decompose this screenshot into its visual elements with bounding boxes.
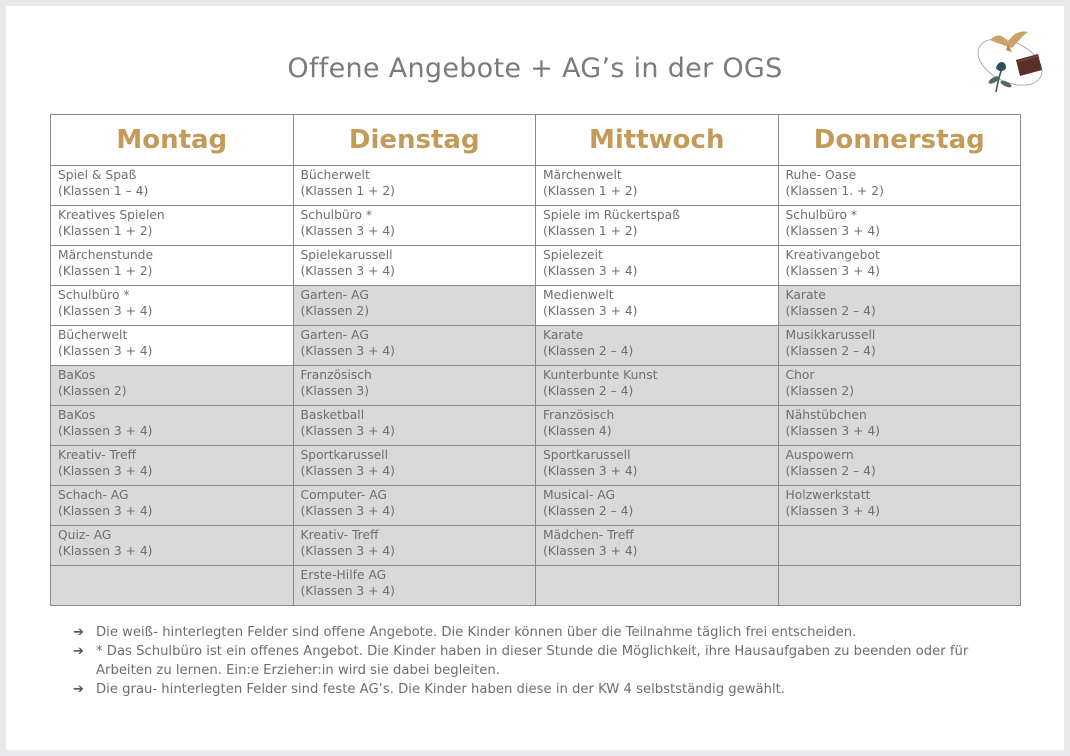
- activity-name: Märchenstunde: [58, 248, 154, 262]
- activity-classes: (Klassen 1. + 2): [785, 184, 884, 198]
- table-row: [51, 246, 1021, 286]
- activity-classes: (Klassen 2): [300, 304, 370, 318]
- activity-cell: [293, 446, 536, 486]
- activity-name: Kunterbunte Kunst: [543, 368, 658, 382]
- day-header-donnerstag: Donnerstag: [778, 115, 1021, 166]
- activity-cell: [51, 566, 294, 606]
- table-row: [51, 326, 1021, 366]
- note-item: [73, 680, 973, 699]
- activity-cell: [293, 286, 536, 326]
- activity-name: Spielekarussell: [300, 248, 393, 262]
- activity-classes: (Klassen 3 + 4): [543, 304, 638, 318]
- activity-classes: (Klassen 2 – 4): [785, 344, 876, 358]
- activity-name: Karate: [543, 328, 584, 342]
- table-row: [51, 446, 1021, 486]
- activity-cell: [778, 246, 1021, 286]
- table-row: [51, 286, 1021, 326]
- activity-classes: (Klassen 3): [300, 384, 370, 398]
- activity-classes: (Klassen 3 + 4): [300, 584, 395, 598]
- activity-cell: [778, 206, 1021, 246]
- activity-name: Bücherwelt: [58, 328, 128, 342]
- activity-name: Spiele im Rückertspaß: [543, 208, 680, 222]
- activity-classes: (Klassen 1 + 2): [58, 264, 153, 278]
- activity-cell: [51, 366, 294, 406]
- activity-name: Garten- AG: [300, 328, 369, 342]
- activity-classes: (Klassen 3 + 4): [300, 344, 395, 358]
- activity-name: Holzwerkstatt: [785, 488, 871, 502]
- activity-name: Musical- AG: [543, 488, 616, 502]
- activity-classes: (Klassen 1 + 2): [58, 224, 153, 238]
- activity-cell: [293, 486, 536, 526]
- activity-name: Kreativangebot: [785, 248, 880, 262]
- table-row: [51, 406, 1021, 446]
- activity-name: Musikkarussell: [785, 328, 876, 342]
- note-text: Die weiß- hinterlegten Felder sind offene Angebote. Die Kinder können über die Teilnahme täglich frei entscheiden.: [96, 625, 857, 640]
- activity-name: Schulbüro *: [300, 208, 373, 222]
- activity-name: Auspowern: [785, 448, 854, 462]
- activity-name: Garten- AG: [300, 288, 369, 302]
- activity-classes: (Klassen 2 – 4): [543, 504, 634, 518]
- day-header-dienstag: Dienstag: [293, 115, 536, 166]
- activity-cell: [293, 166, 536, 206]
- activity-cell: [778, 406, 1021, 446]
- activity-cell: [51, 206, 294, 246]
- activity-classes: (Klassen 3 + 4): [58, 344, 153, 358]
- activity-name: Quiz- AG: [58, 528, 112, 542]
- activity-classes: (Klassen 3 + 4): [785, 264, 880, 278]
- activity-cell: [536, 406, 779, 446]
- bird-flower-book-logo: [972, 22, 1050, 98]
- activity-classes: (Klassen 3 + 4): [58, 304, 153, 318]
- activity-name: Spiel & Spaß: [58, 168, 137, 182]
- activity-classes: (Klassen 3 + 4): [58, 544, 153, 558]
- activity-cell: [778, 166, 1021, 206]
- table-row: [51, 206, 1021, 246]
- activity-name: Erste-Hilfe AG: [300, 568, 387, 582]
- activity-cell: [51, 326, 294, 366]
- activity-name: Mädchen- Treff: [543, 528, 634, 542]
- table-row: [51, 486, 1021, 526]
- activity-cell: [293, 246, 536, 286]
- activity-cell: [51, 526, 294, 566]
- activity-name: Nähstübchen: [785, 408, 867, 422]
- activity-classes: (Klassen 3 + 4): [58, 504, 153, 518]
- activity-classes: (Klassen 3 + 4): [300, 424, 395, 438]
- activity-name: Basketball: [300, 408, 365, 422]
- activity-classes: (Klassen 3 + 4): [543, 264, 638, 278]
- activity-cell: [536, 446, 779, 486]
- activity-cell: [293, 526, 536, 566]
- activity-classes: (Klassen 3 + 4): [58, 464, 153, 478]
- activity-name: Spielezeit: [543, 248, 603, 262]
- activity-classes: (Klassen 3 + 4): [785, 504, 880, 518]
- activity-classes: (Klassen 2 – 4): [543, 384, 634, 398]
- activity-cell: [293, 326, 536, 366]
- activity-classes: (Klassen 1 + 2): [543, 224, 638, 238]
- activity-classes: (Klassen 2): [58, 384, 127, 398]
- activity-classes: (Klassen 3 + 4): [300, 504, 395, 518]
- activity-cell: [536, 246, 779, 286]
- activity-name: Chor: [785, 368, 815, 382]
- activity-cell: [536, 326, 779, 366]
- activity-cell: [293, 566, 536, 606]
- note-item: [73, 623, 973, 642]
- activity-classes: (Klassen 4): [543, 424, 612, 438]
- activity-classes: (Klassen 3 + 4): [300, 544, 395, 558]
- activity-cell: [51, 286, 294, 326]
- activity-cell: [778, 446, 1021, 486]
- activity-name: Kreatives Spielen: [58, 208, 165, 222]
- activity-classes: (Klassen 2 – 4): [785, 464, 876, 478]
- activity-cell: [536, 526, 779, 566]
- activity-classes: (Klassen 1 + 2): [543, 184, 638, 198]
- activity-classes: (Klassen 3 + 4): [300, 464, 395, 478]
- activity-cell: [778, 326, 1021, 366]
- notes-section: [73, 623, 973, 699]
- activity-name: Karate: [785, 288, 826, 302]
- activity-classes: (Klassen 2 – 4): [543, 344, 634, 358]
- activity-name: Bücherwelt: [300, 168, 370, 182]
- activity-classes: (Klassen 3 + 4): [58, 424, 153, 438]
- activity-classes: (Klassen 3 + 4): [300, 264, 395, 278]
- arrow-right-icon: ➔: [73, 682, 84, 697]
- activity-name: Sportkarussell: [543, 448, 631, 462]
- note-text: * Das Schulbüro ist ein offenes Angebot. Die Kinder haben in dieser Stunde die Möglichkeit, ihre Hausaufgaben zu beenden oder für Arbeiten zu lernen. Ein:e Erzieher:in wird sie dabei begleiten.: [96, 644, 969, 678]
- activity-classes: (Klassen 3 + 4): [543, 544, 638, 558]
- activity-cell: [778, 566, 1021, 606]
- activity-name: Französisch: [543, 408, 615, 422]
- activity-name: Computer- AG: [300, 488, 387, 502]
- activity-cell: [536, 206, 779, 246]
- schedule-body: [51, 166, 1021, 606]
- note-item: [73, 642, 973, 680]
- activity-cell: [778, 526, 1021, 566]
- activity-cell: [536, 566, 779, 606]
- activity-cell: [778, 366, 1021, 406]
- activity-name: Ruhe- Oase: [785, 168, 857, 182]
- activity-cell: [536, 366, 779, 406]
- activity-cell: [293, 206, 536, 246]
- activity-name: Medienwelt: [543, 288, 614, 302]
- day-header-mittwoch: Mittwoch: [536, 115, 779, 166]
- schedule-table: [50, 114, 1021, 606]
- table-row: [51, 566, 1021, 606]
- activity-classes: (Klassen 3 + 4): [300, 224, 395, 238]
- activity-cell: [51, 166, 294, 206]
- activity-cell: [51, 446, 294, 486]
- activity-cell: [51, 486, 294, 526]
- activity-name: Sportkarussell: [300, 448, 389, 462]
- activity-name: Schach- AG: [58, 488, 129, 502]
- activity-name: BaKos: [58, 368, 96, 382]
- activity-classes: (Klassen 3 + 4): [785, 224, 880, 238]
- activity-classes: (Klassen 1 – 4): [58, 184, 149, 198]
- day-header-row: [51, 115, 1021, 166]
- activity-cell: [536, 486, 779, 526]
- activity-name: Kreativ- Treff: [300, 528, 379, 542]
- day-header-montag: Montag: [51, 115, 294, 166]
- arrow-right-icon: ➔: [73, 644, 84, 659]
- activity-name: Kreativ- Treff: [58, 448, 137, 462]
- activity-classes: (Klassen 1 + 2): [300, 184, 395, 198]
- activity-name: Französisch: [300, 368, 372, 382]
- activity-cell: [293, 406, 536, 446]
- activity-classes: (Klassen 2 – 4): [785, 304, 876, 318]
- activity-classes: (Klassen 3 + 4): [543, 464, 638, 478]
- arrow-right-icon: ➔: [73, 625, 84, 640]
- activity-cell: [536, 166, 779, 206]
- note-text: Die grau- hinterlegten Felder sind feste AG’s. Die Kinder haben diese in der KW 4 selbstständig gewählt.: [96, 682, 785, 697]
- activity-classes: (Klassen 2): [785, 384, 855, 398]
- activity-cell: [51, 406, 294, 446]
- activity-cell: [293, 366, 536, 406]
- activity-name: BaKos: [58, 408, 96, 422]
- table-row: [51, 366, 1021, 406]
- activity-classes: (Klassen 3 + 4): [785, 424, 880, 438]
- activity-cell: [51, 246, 294, 286]
- activity-name: Märchenwelt: [543, 168, 622, 182]
- table-row: [51, 526, 1021, 566]
- activity-name: Schulbüro *: [58, 288, 130, 302]
- activity-cell: [536, 286, 779, 326]
- activity-cell: [778, 286, 1021, 326]
- activity-cell: [778, 486, 1021, 526]
- page-title: Offene Angebote + AG’s in der OGS: [287, 53, 783, 84]
- table-row: [51, 166, 1021, 206]
- activity-name: Schulbüro *: [785, 208, 858, 222]
